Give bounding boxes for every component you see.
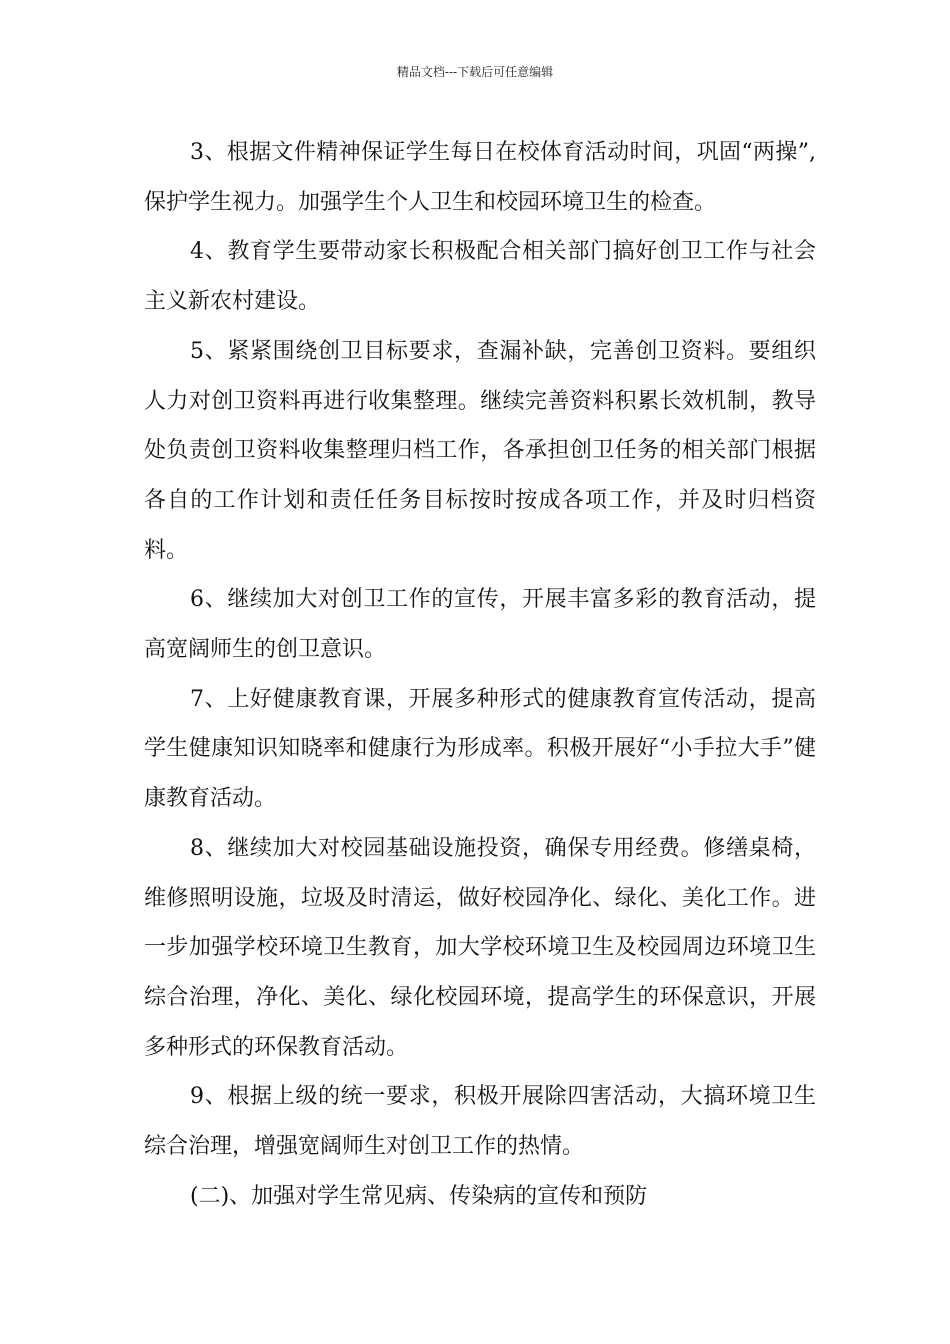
section-heading: (二)、加强对学生常见病、传染病的宣传和预防: [190, 1183, 648, 1209]
paragraph-item-7: 7、上好健康教育课，开展多种形式的健康教育宣传活动，提高学生健康知识知晓率和健康行为形成率。积极开展好“小手拉大手”健康教育活动。: [144, 686, 816, 812]
paragraph-item-9: 9、根据上级的统一要求，积极开展除四害活动，大搞环境卫生综合治理，增强宽阔师生对创卫工作的热情。: [144, 1084, 816, 1160]
paragraph-item-3: 3、根据文件精神保证学生每日在校体育活动时间，巩固“两操”,保护学生视力。加强学生个人卫生和校园环境卫生的检查。: [144, 140, 816, 215]
paragraph-item-5: 5、紧紧围绕创卫目标要求，查漏补缺，完善创卫资料。要组织人力对创卫资料再进行收集整理。继续完善资料积累长效机制，教导处负责创卫资料收集整理归档工作，各承担创卫任务的相关部门根据各自的工作计划和责任任务目标按时按成各项工作，并及时归档资料。: [144, 338, 816, 563]
paragraph-item-4: 4、教育学生要带动家长积极配合相关部门搞好创卫工作与社会主义新农村建设。: [144, 239, 816, 315]
page-header: 精品文档---下载后可任意编辑: [396, 65, 554, 79]
document-body: [144, 128, 816, 1221]
paragraph-item-6: 6、继续加大对创卫工作的宣传，开展丰富多彩的教育活动，提高宽阔师生的创卫意识。: [144, 587, 816, 663]
paragraph-item-8: 8、继续加大对校园基础设施投资，确保专用经费。修缮桌椅，维修照明设施，垃圾及时清运，做好校园净化、绿化、美化工作。进一步加强学校环境卫生教育，加大学校环境卫生及校园周边环境卫生综合治理，净化、美化、绿化校园环境，提高学生的环保意识，开展多种形式的环保教育活动。: [144, 835, 816, 1060]
